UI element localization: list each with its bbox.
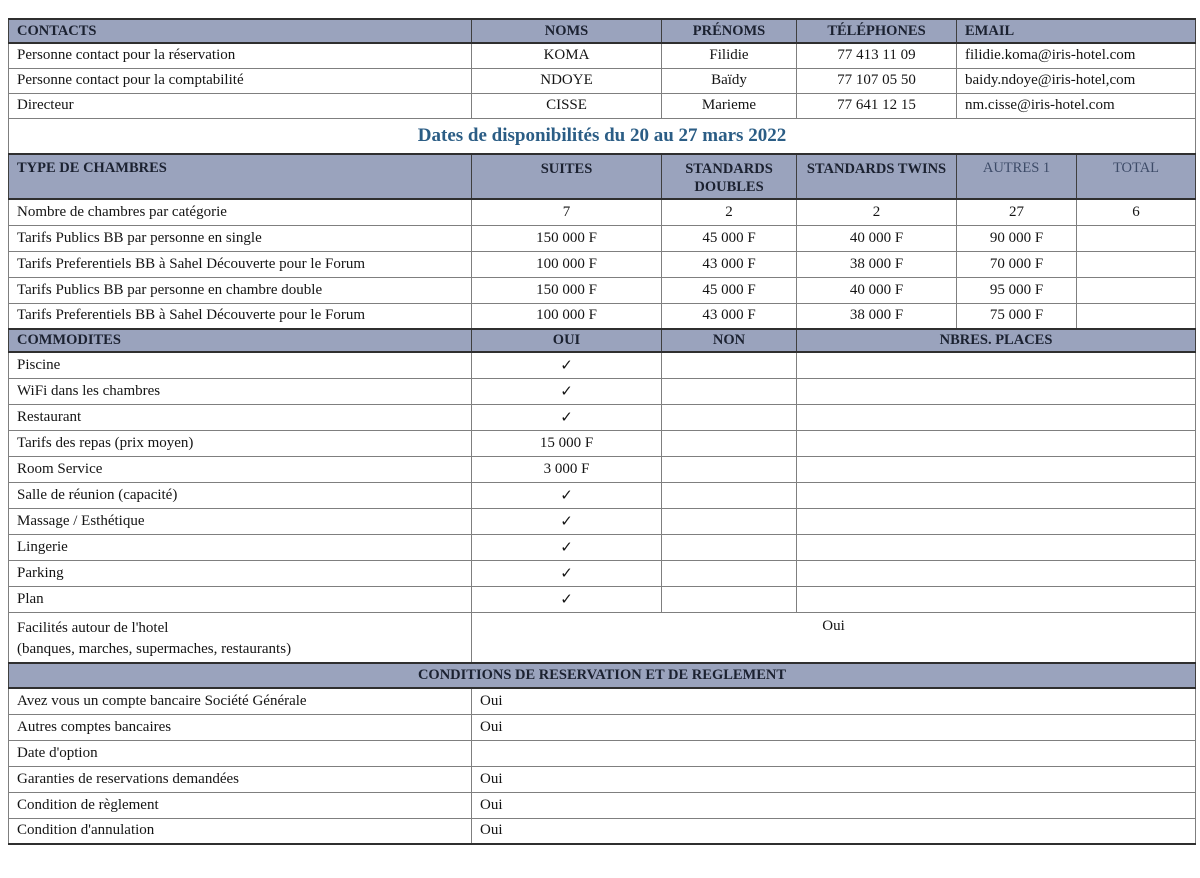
oui-value-cell: ✓ — [472, 378, 662, 404]
places-value-cell — [797, 508, 1196, 534]
oui-value-cell: ✓ — [472, 482, 662, 508]
commodite-label-cell: Piscine — [9, 352, 472, 378]
suites-value-cell: 100 000 F — [472, 251, 662, 277]
oui-value-cell: 3 000 F — [472, 456, 662, 482]
chambres-header-row — [9, 154, 1196, 199]
table-row — [9, 740, 1196, 766]
hotel-info-table — [8, 18, 1196, 845]
contact-telephone-cell: 77 107 05 50 — [797, 68, 957, 93]
autres-value-cell: 70 000 F — [957, 251, 1077, 277]
contacts-header-telephones: TÉLÉPHONES — [797, 19, 957, 43]
contacts-header-prenoms: PRÉNOMS — [662, 19, 797, 43]
non-value-cell — [662, 560, 797, 586]
non-value-cell — [662, 482, 797, 508]
non-value-cell — [662, 456, 797, 482]
commodite-label-cell: WiFi dans les chambres — [9, 378, 472, 404]
autres-value-cell: 75 000 F — [957, 303, 1077, 329]
commodites-header-row — [9, 329, 1196, 352]
standards-twins-value-cell: 38 000 F — [797, 251, 957, 277]
chambres-header-title: TYPE DE CHAMBRES — [9, 154, 472, 199]
document-page — [0, 18, 1200, 878]
total-value-cell — [1077, 225, 1196, 251]
commodites-header-places: NBRES. PLACES — [797, 329, 1196, 352]
standards-twins-value-cell: 40 000 F — [797, 225, 957, 251]
total-value-cell — [1077, 251, 1196, 277]
standards-doubles-value-cell: 43 000 F — [662, 251, 797, 277]
places-value-cell — [797, 430, 1196, 456]
contact-telephone-cell: 77 413 11 09 — [797, 43, 957, 68]
oui-value-cell: 15 000 F — [472, 430, 662, 456]
autres-value-cell: 90 000 F — [957, 225, 1077, 251]
places-value-cell — [797, 378, 1196, 404]
total-value-cell: 6 — [1077, 199, 1196, 225]
chambres-label-cell: Tarifs Publics BB par personne en single — [9, 225, 472, 251]
table-row — [9, 688, 1196, 714]
contacts-header-email: EMAIL — [957, 19, 1196, 43]
commodite-label-cell: Restaurant — [9, 404, 472, 430]
table-row — [9, 225, 1196, 251]
contact-prenom-cell: Baïdy — [662, 68, 797, 93]
conditions-banner-row — [9, 663, 1196, 688]
table-row — [9, 378, 1196, 404]
places-value-cell — [797, 586, 1196, 612]
contact-email-cell: baidy.ndoye@iris-hotel,com — [957, 68, 1196, 93]
condition-value-cell: Oui — [472, 714, 1196, 740]
contact-email-cell: filidie.koma@iris-hotel.com — [957, 43, 1196, 68]
table-row — [9, 792, 1196, 818]
table-row — [9, 404, 1196, 430]
condition-value-cell: Oui — [472, 688, 1196, 714]
contact-label-cell: Personne contact pour la comptabilité — [9, 68, 472, 93]
contacts-header-noms: NOMS — [472, 19, 662, 43]
table-row — [9, 560, 1196, 586]
commodite-label-cell: Tarifs des repas (prix moyen) — [9, 430, 472, 456]
standards-doubles-value-cell: 2 — [662, 199, 797, 225]
places-value-cell — [797, 482, 1196, 508]
contacts-header-title: CONTACTS — [9, 19, 472, 43]
condition-label-cell: Date d'option — [9, 740, 472, 766]
commodite-label-cell: Salle de réunion (capacité) — [9, 482, 472, 508]
table-row — [9, 430, 1196, 456]
autres-value-cell: 95 000 F — [957, 277, 1077, 303]
condition-label-cell: Condition d'annulation — [9, 818, 472, 844]
table-row — [9, 68, 1196, 93]
condition-value-cell: Oui — [472, 766, 1196, 792]
table-row — [9, 534, 1196, 560]
suites-value-cell: 7 — [472, 199, 662, 225]
contact-label-cell: Personne contact pour la réservation — [9, 43, 472, 68]
chambres-label-cell: Nombre de chambres par catégorie — [9, 199, 472, 225]
non-value-cell — [662, 430, 797, 456]
places-value-cell — [797, 352, 1196, 378]
non-value-cell — [662, 378, 797, 404]
table-row — [9, 714, 1196, 740]
suites-value-cell: 100 000 F — [472, 303, 662, 329]
chambres-header-total: TOTAL — [1077, 154, 1196, 199]
contact-nom-cell: KOMA — [472, 43, 662, 68]
table-row — [9, 482, 1196, 508]
chambres-header-suites: SUITES — [472, 154, 662, 199]
condition-value-cell: Oui — [472, 792, 1196, 818]
oui-value-cell: ✓ — [472, 352, 662, 378]
non-value-cell — [662, 534, 797, 560]
conditions-banner: CONDITIONS DE RESERVATION ET DE REGLEMENT — [9, 663, 1196, 688]
contact-telephone-cell: 77 641 12 15 — [797, 93, 957, 118]
autres-value-cell: 27 — [957, 199, 1077, 225]
commodite-label-cell: Massage / Esthétique — [9, 508, 472, 534]
commodite-label-cell: Plan — [9, 586, 472, 612]
condition-label-cell: Autres comptes bancaires — [9, 714, 472, 740]
commodite-label-cell: Parking — [9, 560, 472, 586]
table-row — [9, 766, 1196, 792]
contact-label-cell: Directeur — [9, 93, 472, 118]
contacts-header-row — [9, 19, 1196, 43]
commodites-header-title: COMMODITES — [9, 329, 472, 352]
condition-label-cell: Garanties de reservations demandées — [9, 766, 472, 792]
standards-twins-value-cell: 40 000 F — [797, 277, 957, 303]
table-row — [9, 818, 1196, 844]
chambres-label-cell: Tarifs Preferentiels BB à Sahel Découverte pour le Forum — [9, 251, 472, 277]
places-value-cell — [797, 560, 1196, 586]
non-value-cell — [662, 586, 797, 612]
oui-value-cell: ✓ — [472, 586, 662, 612]
suites-value-cell: 150 000 F — [472, 277, 662, 303]
chambres-header-autres: AUTRES 1 — [957, 154, 1077, 199]
suites-value-cell: 150 000 F — [472, 225, 662, 251]
places-value-cell — [797, 456, 1196, 482]
places-value-cell — [797, 534, 1196, 560]
standards-doubles-value-cell: 45 000 F — [662, 225, 797, 251]
table-row — [9, 508, 1196, 534]
table-row — [9, 199, 1196, 225]
standards-doubles-value-cell: 45 000 F — [662, 277, 797, 303]
facilities-label-line1: Facilités autour de l'hotel — [17, 619, 169, 636]
condition-label-cell: Condition de règlement — [9, 792, 472, 818]
total-value-cell — [1077, 303, 1196, 329]
commodite-label-cell: Room Service — [9, 456, 472, 482]
chambres-header-standards-twins: STANDARDS TWINS — [797, 154, 957, 199]
places-value-cell — [797, 404, 1196, 430]
table-row — [9, 277, 1196, 303]
standards-twins-value-cell: 2 — [797, 199, 957, 225]
table-row — [9, 251, 1196, 277]
contact-nom-cell: NDOYE — [472, 68, 662, 93]
commodites-header-non: NON — [662, 329, 797, 352]
condition-value-cell — [472, 740, 1196, 766]
table-row — [9, 43, 1196, 68]
table-row — [9, 352, 1196, 378]
total-value-cell — [1077, 277, 1196, 303]
standards-twins-value-cell: 38 000 F — [797, 303, 957, 329]
oui-value-cell: ✓ — [472, 404, 662, 430]
oui-value-cell: ✓ — [472, 508, 662, 534]
availability-title: Dates de disponibilités du 20 au 27 mars 2022 — [9, 118, 1196, 154]
condition-value-cell: Oui — [472, 818, 1196, 844]
chambres-label-cell: Tarifs Publics BB par personne en chambre double — [9, 277, 472, 303]
contact-prenom-cell: Filidie — [662, 43, 797, 68]
chambres-header-standards-doubles: STANDARDS DOUBLES — [662, 154, 797, 199]
oui-value-cell: ✓ — [472, 560, 662, 586]
chambres-label-cell: Tarifs Preferentiels BB à Sahel Découverte pour le Forum — [9, 303, 472, 329]
table-row — [9, 303, 1196, 329]
facilities-label-cell — [9, 612, 472, 663]
non-value-cell — [662, 508, 797, 534]
commodites-header-oui: OUI — [472, 329, 662, 352]
table-row — [9, 93, 1196, 118]
non-value-cell — [662, 404, 797, 430]
facilities-value-cell: Oui — [472, 612, 1196, 663]
table-row — [9, 586, 1196, 612]
contact-nom-cell: CISSE — [472, 93, 662, 118]
condition-label-cell: Avez vous un compte bancaire Société Générale — [9, 688, 472, 714]
contact-prenom-cell: Marieme — [662, 93, 797, 118]
standards-doubles-value-cell: 43 000 F — [662, 303, 797, 329]
facilities-row — [9, 612, 1196, 663]
availability-title-row — [9, 118, 1196, 154]
oui-value-cell: ✓ — [472, 534, 662, 560]
non-value-cell — [662, 352, 797, 378]
facilities-label-line2: (banques, marches, supermaches, restaurants) — [17, 641, 292, 658]
commodite-label-cell: Lingerie — [9, 534, 472, 560]
table-row — [9, 456, 1196, 482]
contact-email-cell: nm.cisse@iris-hotel.com — [957, 93, 1196, 118]
